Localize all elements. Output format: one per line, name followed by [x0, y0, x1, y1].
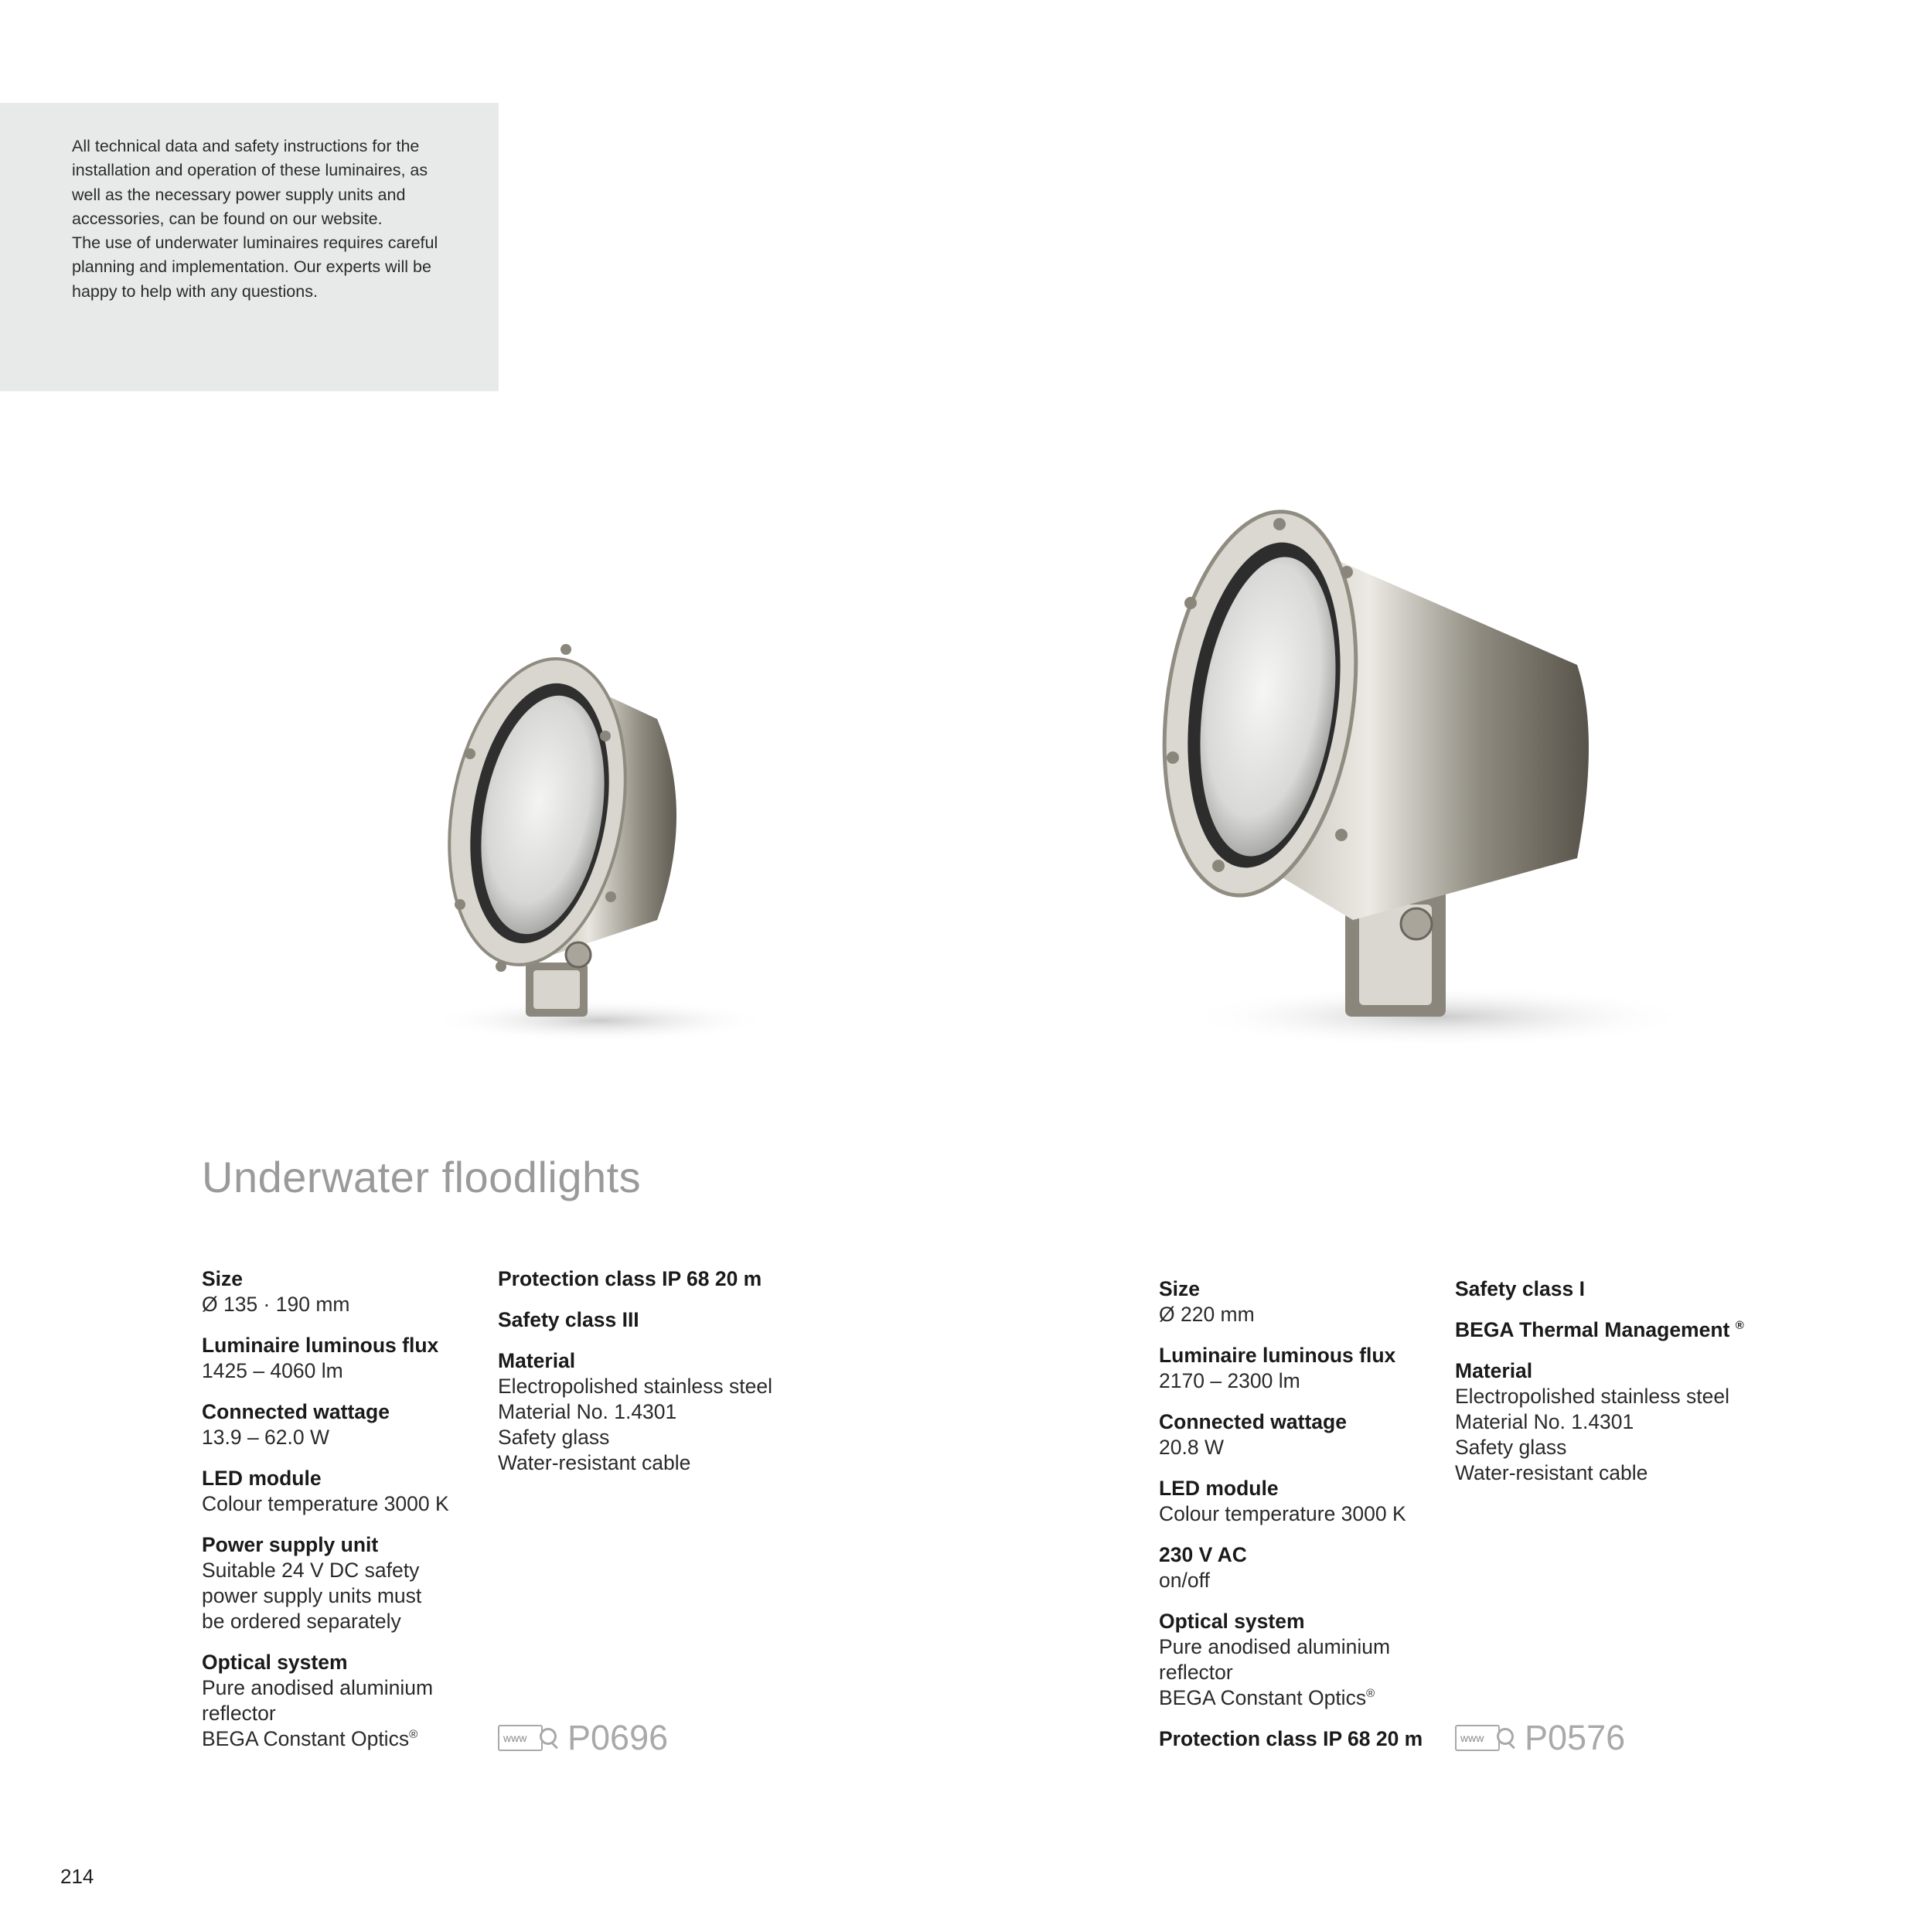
- spec-value: 2170 – 2300 lm: [1159, 1369, 1300, 1392]
- spec-material: [498, 1348, 823, 1476]
- product1-specs-col1: [202, 1266, 488, 1767]
- spec-label: Power supply unit: [202, 1533, 379, 1556]
- floodlight-small-image: [402, 618, 804, 1051]
- spec-label: LED module: [1159, 1477, 1279, 1500]
- registered-mark: ®: [1735, 1319, 1744, 1333]
- spec-value: 13.9 – 62.0 W: [202, 1426, 329, 1449]
- info-note-paragraph-2: The use of underwater luminaires requires careful planning and implementation. Our experts will be happy to help with any questions.: [72, 233, 438, 301]
- spec-thermal-management: [1455, 1317, 1780, 1343]
- spec-luminous-flux: [202, 1333, 488, 1384]
- product-code: P0576: [1525, 1718, 1626, 1757]
- registered-mark: ®: [1366, 1687, 1375, 1701]
- spec-label: Protection class IP 68 20 m: [1159, 1727, 1423, 1750]
- search-icon: [1495, 1725, 1515, 1751]
- spec-label: Optical system: [202, 1651, 348, 1674]
- info-note-text: [72, 135, 443, 304]
- spec-value: Suitable 24 V DC safety power supply units must be ordered separately: [202, 1559, 422, 1633]
- info-note-paragraph-1: All technical data and safety instructions for the installation and operation of these luminaires, as well as the necessary power supply units and accessories, can be found on our website.: [72, 137, 428, 228]
- spec-material: [1455, 1358, 1780, 1486]
- spec-safety-class: [1455, 1276, 1780, 1302]
- product1-code-link[interactable]: [498, 1718, 668, 1758]
- spec-luminous-flux: [1159, 1343, 1445, 1394]
- spec-value: [1159, 1634, 1445, 1711]
- spec-connected-wattage: [1159, 1409, 1445, 1460]
- search-icon: [538, 1725, 558, 1751]
- spec-label: Luminaire luminous flux: [202, 1334, 439, 1357]
- spec-label: LED module: [202, 1467, 322, 1490]
- section-title: Underwater floodlights: [202, 1153, 642, 1201]
- spec-value: on/off: [1159, 1569, 1210, 1592]
- product-code: P0696: [567, 1718, 669, 1757]
- spec-value: Colour temperature 3000 K: [202, 1492, 449, 1515]
- spec-value: [202, 1675, 488, 1752]
- spec-value-text: Pure anodised aluminium reflector BEGA Constant Optics: [1159, 1635, 1391, 1709]
- spec-optical-system: [1159, 1609, 1445, 1711]
- spec-label-text: BEGA Thermal Management: [1455, 1318, 1730, 1341]
- product2-specs-col2: [1455, 1276, 1780, 1501]
- spec-connected-wattage: [202, 1399, 488, 1450]
- spec-led-module: [1159, 1476, 1445, 1527]
- page-number: 214: [60, 1865, 94, 1888]
- spec-label: Size: [1159, 1277, 1201, 1300]
- registered-mark: ®: [409, 1728, 418, 1742]
- spec-value: Electropolished stainless steel Material No. 1.4301 Safety glass Water-resistant cable: [1455, 1385, 1729, 1484]
- www-icon: [1455, 1725, 1500, 1751]
- spec-protection-class: [498, 1266, 823, 1292]
- floodlight-large-image: [1144, 503, 1701, 1059]
- spec-label: Size: [202, 1267, 244, 1290]
- spec-label: Optical system: [1159, 1610, 1305, 1633]
- www-icon-text: www: [503, 1732, 527, 1744]
- product1-specs-col2: [498, 1266, 823, 1491]
- spec-label: 230 V AC: [1159, 1543, 1247, 1566]
- spec-value: Ø 220 mm: [1159, 1303, 1255, 1326]
- spec-size: [202, 1266, 488, 1317]
- spec-label: Connected wattage: [1159, 1410, 1347, 1433]
- spec-value-text: Pure anodised aluminium reflector BEGA Constant Optics: [202, 1676, 434, 1750]
- spec-protection-class: [1159, 1726, 1445, 1752]
- www-icon-text: www: [1460, 1732, 1484, 1744]
- spec-value: Colour temperature 3000 K: [1159, 1502, 1406, 1525]
- spec-size: [1159, 1276, 1445, 1327]
- product2-specs-col1: [1159, 1276, 1445, 1767]
- spec-power-supply-unit: [202, 1532, 488, 1634]
- spec-value: Electropolished stainless steel Material No. 1.4301 Safety glass Water-resistant cable: [498, 1375, 772, 1474]
- spec-label: Material: [1455, 1359, 1533, 1382]
- spec-led-module: [202, 1466, 488, 1517]
- spec-safety-class: [498, 1307, 823, 1333]
- spec-voltage: [1159, 1542, 1445, 1593]
- spec-label: Connected wattage: [202, 1400, 390, 1423]
- spec-label: [1455, 1317, 1780, 1343]
- spec-label: Protection class IP 68 20 m: [498, 1267, 762, 1290]
- spec-label: Material: [498, 1349, 576, 1372]
- spec-value: 20.8 W: [1159, 1436, 1224, 1459]
- spec-label: Safety class III: [498, 1308, 639, 1331]
- www-icon: [498, 1725, 543, 1751]
- spec-optical-system: [202, 1650, 488, 1752]
- spec-value: Ø 135 · 190 mm: [202, 1293, 350, 1316]
- spec-label: Luminaire luminous flux: [1159, 1344, 1396, 1367]
- spec-label: Safety class I: [1455, 1277, 1585, 1300]
- spec-value: 1425 – 4060 lm: [202, 1359, 343, 1382]
- product2-code-link[interactable]: [1455, 1718, 1625, 1758]
